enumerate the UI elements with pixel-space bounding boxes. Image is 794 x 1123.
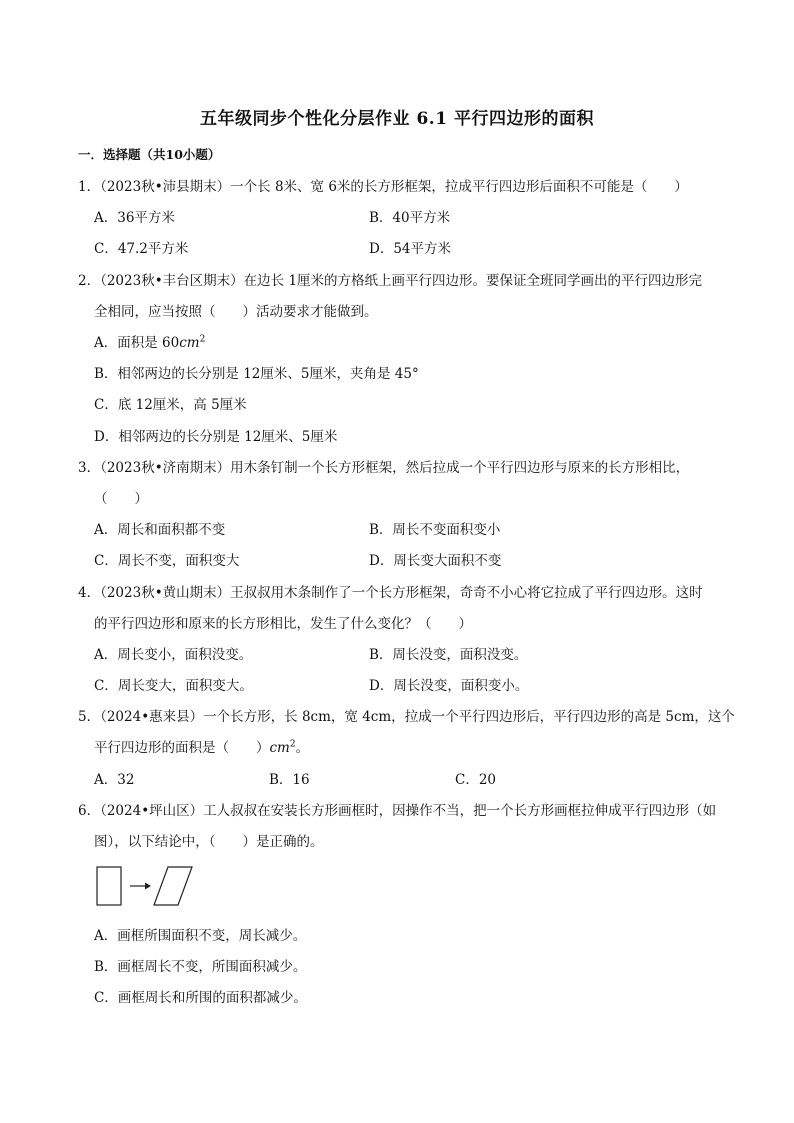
q1-option-c: C．47.2平方米 xyxy=(94,241,189,257)
q1-option-b: B．40平方米 xyxy=(369,210,451,226)
question-5-text-line1: 5．（2024•惠来县）一个长方形，长 8cm，宽 4cm，拉成一个平行四边形后，平行四边形的高是 5cm，这个 xyxy=(78,709,735,725)
q2-option-a: A．面积是 $60cm^2$ xyxy=(94,334,206,351)
q2-option-b: B．相邻两边的长分别是 12厘米、5厘米，夹角是 45° xyxy=(94,366,419,382)
q5-option-a: A．32 xyxy=(94,772,135,788)
question-4-text-line1: 4．（2023秋•黄山期末）王叔叔用木条制作了一个长方形框架，奇奇不小心将它拉成了平行四边形。这时 xyxy=(78,585,703,601)
q6-option-c: C．画框周长和所围的面积都减少。 xyxy=(94,990,307,1006)
question-6-text-line2: 图），以下结论中，（ ）是正确的。 xyxy=(94,834,324,850)
q2-option-d: D．相邻两边的长分别是 12厘米、5厘米 xyxy=(94,429,338,445)
question-3-text-line1: 3．（2023秋•济南期末）用木条钉制一个长方形框架，然后拉成一个平行四边形与原来的长方形相比， xyxy=(78,460,690,476)
question-6-text-line1: 6．（2024•坪山区）工人叔叔在安装长方形画框时，因操作不当，把一个长方形画框拉伸成平行四边形（如 xyxy=(78,803,717,819)
q2-option-c: C．底 12厘米，高 5厘米 xyxy=(94,397,247,413)
question-2-text-line1: 2．（2023秋•丰台区期末）在边长 1厘米的方格纸上画平行四边形。要保证全班同学画出的平行四边形完 xyxy=(78,273,703,289)
question-2-text-line2: 全相同，应当按照（ ）活动要求才能做到。 xyxy=(94,304,378,320)
q1-option-d: D．54平方米 xyxy=(369,241,452,257)
question-1-text: 1．（2023秋•沛县期末）一个长 8米、宽 6米的长方形框架，拉成平行四边形后面积不可能是（ ） xyxy=(78,179,688,195)
question-3-text-line2: （ ） xyxy=(94,491,148,507)
q4-option-b: B．周长没变，面积没变。 xyxy=(369,647,528,663)
page-title: 五年级同步个性化分层作业 6.1 平行四边形的面积 xyxy=(200,109,594,129)
q3-option-b: B．周长不变面积变小 xyxy=(369,522,501,538)
q1-option-a: A．36平方米 xyxy=(94,210,175,226)
rectangle-to-parallelogram-figure xyxy=(95,866,195,906)
q5-option-c: C．20 xyxy=(455,772,497,788)
section-heading: 一．选择题（共10小题） xyxy=(78,147,221,162)
q3-option-a: A．周长和面积都不变 xyxy=(94,522,226,538)
q6-option-a: A．画框所围面积不变，周长减少。 xyxy=(94,928,307,944)
question-5-text-line2: 平行四边形的面积是（ ）$cm^2$。 xyxy=(94,739,310,756)
parallelogram-shape xyxy=(154,867,192,905)
q4-option-d: D．周长没变，面积变小。 xyxy=(369,678,529,694)
q4-option-a: A．周长变小，面积没变。 xyxy=(94,647,253,663)
q3-option-c: C．周长不变，面积变大 xyxy=(94,553,240,569)
q3-option-d: D．周长变大面积不变 xyxy=(369,553,502,569)
q4-option-c: C．周长变大，面积变大。 xyxy=(94,678,253,694)
rectangle-shape xyxy=(97,867,121,905)
question-4-text-line2: 的平行四边形和原来的长方形相比，发生了什么变化？（ ） xyxy=(94,616,472,632)
q5-option-b: B．16 xyxy=(269,772,310,788)
q6-option-b: B．画框周长不变，所围面积减少。 xyxy=(94,959,307,975)
arrow-head-icon xyxy=(145,883,151,890)
